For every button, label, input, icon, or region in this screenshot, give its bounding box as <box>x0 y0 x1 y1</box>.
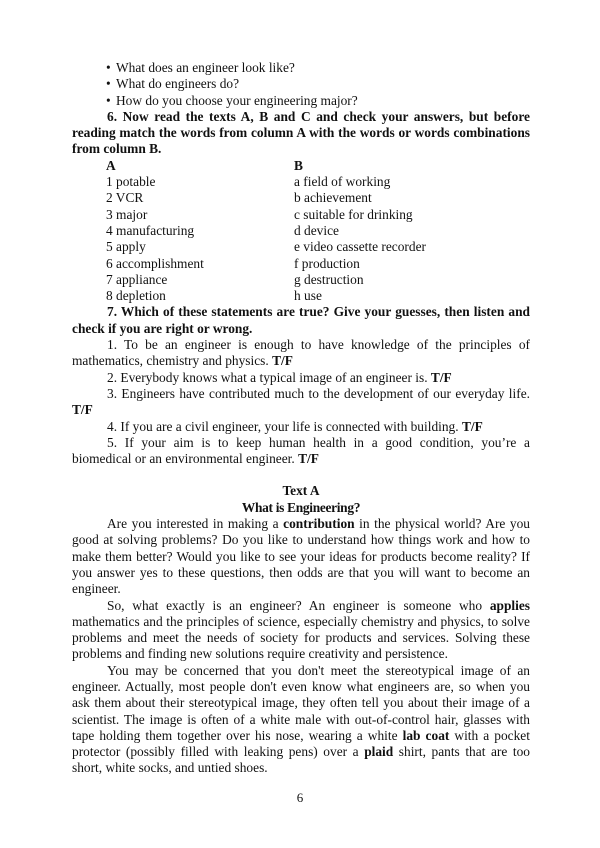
column-b-header: B <box>294 157 303 173</box>
statement: 5. If your aim is to keep human health in a good condition, you’re a biomedical or an environmental engineer. T/F <box>72 434 530 467</box>
list-item: • What do engineers do? <box>106 76 530 92</box>
task-6-instruction: 6. Now read the texts A, B and C and check your answers, but before reading match the words from column A with the words or words combinations from column B. <box>72 108 530 157</box>
column-a-item: 1 potable <box>106 174 156 190</box>
text-label: Text A <box>282 483 320 499</box>
statement: 1. To be an engineer is enough to have knowledge of the principles of mathematics, chemistry and physics. T/F <box>72 337 530 369</box>
column-a-item: 6 accomplishment <box>106 255 204 271</box>
column-b-item: b achievement <box>294 190 372 206</box>
tf-label: T/F <box>430 369 452 385</box>
list-item: • How do you choose your engineering major? <box>106 93 530 109</box>
column-a-item: 3 major <box>106 206 148 222</box>
column-b-item: g destruction <box>294 271 364 287</box>
text-title: What is Engineering? <box>241 499 361 515</box>
task-7-instruction: 7. Which of these statements are true? Give your guesses, then listen and check if you are right or wrong. <box>72 304 530 336</box>
tf-label: T/F <box>272 353 293 369</box>
paragraph: You may be concerned that you don't meet the stereotypical image of an engineer. Actually, most people don't even know what engineers are, so when you ask them about their stereotypical image, they often tell you about their image of a scientist. The image is often of a white male with out-of-control hair, glasses with tape holding them together over his nose, wearing a white lab coat with a pocket protector (possibly filled with leaking pens) over a plaid shirt, pants that are too short, white socks, and untied shoes. <box>72 662 531 776</box>
matching-table <box>72 158 530 305</box>
column-a-item: 4 manufacturing <box>106 222 195 238</box>
document-page <box>72 60 530 777</box>
tf-label: T/F <box>72 402 93 418</box>
intro-questions-list <box>72 60 530 109</box>
tf-label: T/F <box>461 418 483 434</box>
tf-label: T/F <box>298 451 319 467</box>
paragraph: Are you interested in making a contribution in the physical world? Are you good at solving problems? Do you like to understand how things work and how to make them better? Would you like to see your ideas for products become reality? If you answer yes to these questions, then odds are that you will want to become an engineer. <box>72 516 531 597</box>
column-a-item: 7 appliance <box>106 271 168 287</box>
column-a-header: A <box>106 157 116 173</box>
column-b-item: d device <box>294 222 339 238</box>
column-b-item: e video cassette recorder <box>294 239 426 255</box>
column-a-item: 2 VCR <box>106 190 144 206</box>
statement: 3. Engineers have contributed much to the development of our everyday life. T/F <box>72 385 530 418</box>
statement: 4. If you are a civil engineer, your life is connected with building. T/F <box>107 418 483 434</box>
column-b-item: a field of working <box>294 174 391 190</box>
page-number: 6 <box>296 790 304 805</box>
column-b-item: h use <box>294 288 322 304</box>
column-a-item: 5 apply <box>106 239 146 255</box>
column-a-item: 8 depletion <box>106 288 166 304</box>
column-b-item: f production <box>294 255 360 271</box>
list-item: • What does an engineer look like? <box>106 60 530 76</box>
statement: 2. Everybody knows what a typical image of an engineer is. T/F <box>107 369 452 385</box>
paragraph: So, what exactly is an engineer? An engineer is someone who applies mathematics and the principles of science, especially chemistry and physics, to solve problems and meet the needs of society for products and services. Solving these problems and finding new solutions require creativity and persistence. <box>72 597 530 662</box>
column-b-item: c suitable for drinking <box>294 206 413 222</box>
